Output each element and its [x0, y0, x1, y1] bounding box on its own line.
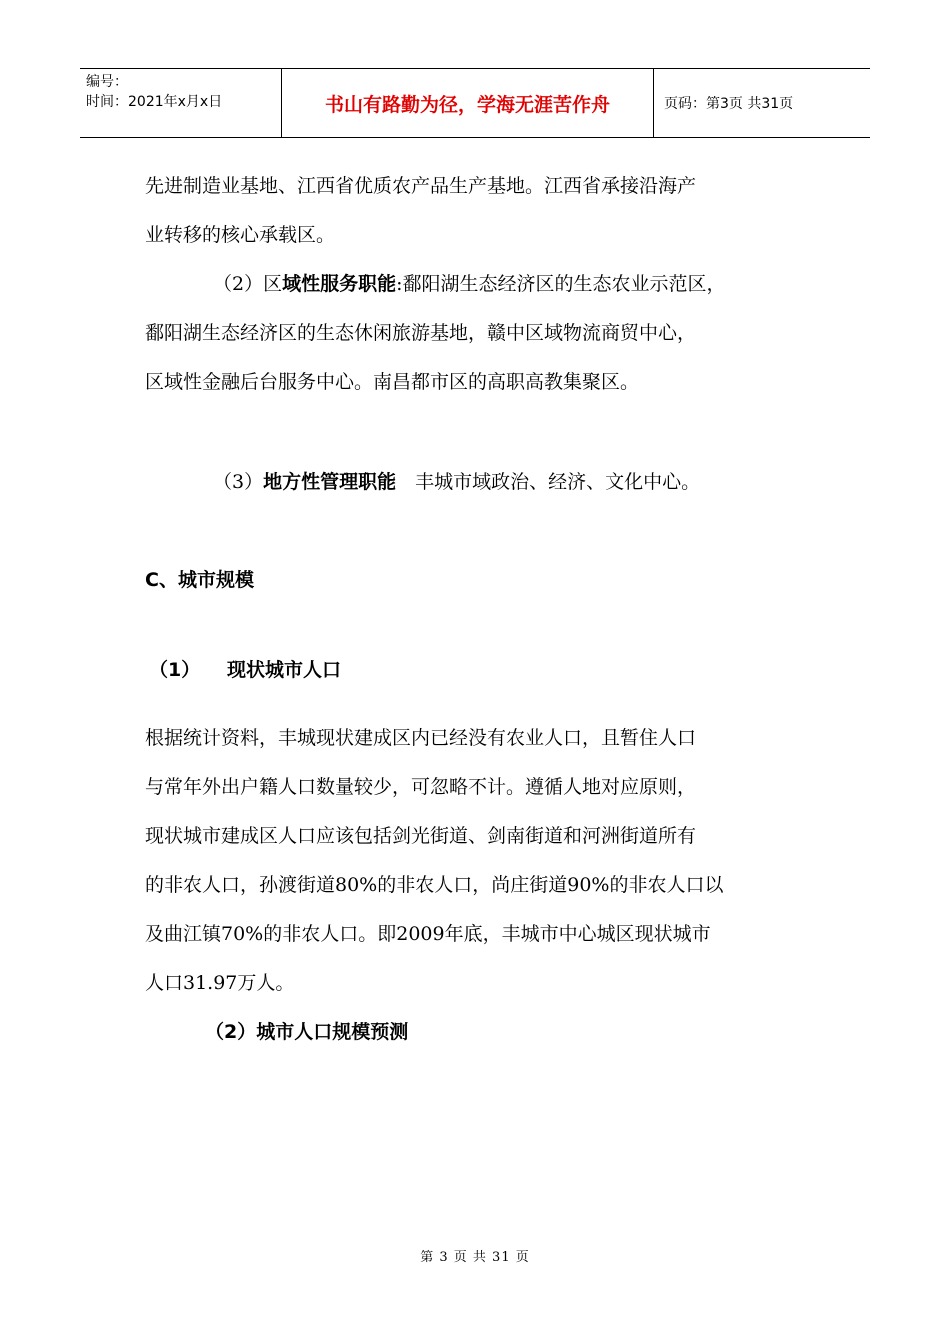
item-heading: 域性服务职能	[282, 273, 397, 295]
item-text: :鄱阳湖生态经济区的生态农业示范区，	[396, 273, 726, 295]
function-item-local	[145, 458, 810, 507]
paragraph-line: 现状城市建成区人口应该包括剑光街道、剑南街道和河洲街道所有	[145, 825, 697, 847]
paragraph-line: 先进制造业基地、江西省优质农产品生产基地。江西省承接沿海产	[145, 175, 697, 197]
paragraph-line: 业转移的核心承载区。	[145, 224, 336, 246]
paragraph-line: 与常年外出户籍人口数量较少，可忽略不计。遵循人地对应原则，	[145, 776, 697, 798]
paragraph-line: 区域性金融后台服务中心。南昌都市区的高职高教集聚区。	[145, 371, 640, 393]
paragraph-line: 人口31.97万人。	[145, 972, 295, 994]
item-prefix: （3）	[213, 471, 264, 493]
page-header	[80, 68, 870, 138]
paragraph-line: 鄱阳湖生态经济区的生态休闲旅游基地，赣中区域物流商贸中心，	[145, 322, 697, 344]
item-heading: 地方性管理职能	[263, 471, 397, 493]
section-heading: C、城市规模	[145, 569, 254, 591]
header-motto: 书山有路勤为径，学海无涯苦作舟	[282, 69, 654, 137]
document-date: 时间：2021年x月x日	[86, 94, 223, 110]
header-page-info: 页码：第3页 共31页	[664, 96, 794, 112]
function-item-regional	[145, 260, 810, 309]
subsection-heading	[145, 646, 810, 695]
subsection-heading: （2）城市人口规模预测	[205, 1021, 409, 1043]
document-body	[145, 162, 810, 1057]
item-prefix: （2）区	[213, 273, 283, 295]
paragraph-line: 及曲江镇70%的非农人口。即2009年底，丰城市中心城区现状城市	[145, 923, 711, 945]
paragraph-line: 根据统计资料，丰城现状建成区内已经没有农业人口，且暂住人口	[145, 727, 697, 749]
subsection-title: 现状城市人口	[227, 659, 342, 681]
page-footer: 第 3 页 共 31 页	[420, 1250, 530, 1265]
subsection-number: （1）	[149, 659, 201, 681]
header-meta-cell	[80, 69, 282, 137]
item-text: 丰城市域政治、经济、文化中心。	[396, 471, 701, 493]
paragraph-line: 的非农人口，孙渡街道80%的非农人口，尚庄街道90%的非农人口以	[145, 874, 724, 896]
document-number-label: 编号：	[86, 74, 128, 90]
